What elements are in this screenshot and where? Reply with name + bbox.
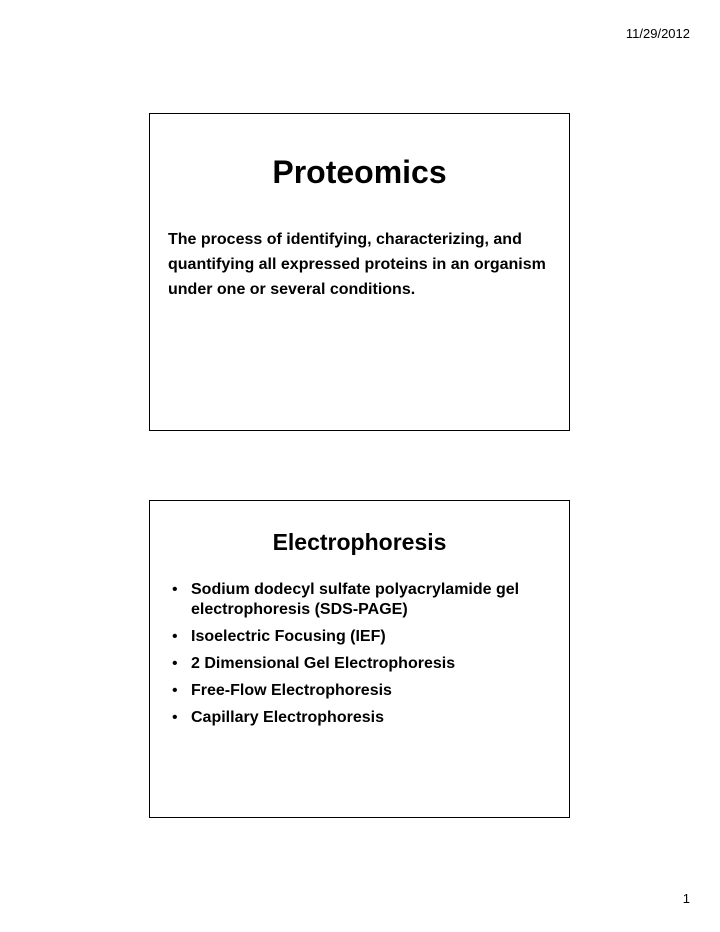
bullet-text: Capillary Electrophoresis — [191, 709, 384, 726]
bullet-text: Isoelectric Focusing (IEF) — [191, 628, 386, 645]
bullet-item — [172, 627, 559, 647]
bullet-text: Free-Flow Electrophoresis — [191, 682, 392, 699]
slide-title: Proteomics — [272, 154, 447, 190]
slide-title: Electrophoresis — [272, 529, 447, 555]
bullet-icon: • — [172, 655, 178, 672]
bullet-text: 2 Dimensional Gel Electrophoresis — [191, 655, 456, 672]
bullet-icon: • — [172, 682, 178, 699]
slide-body-text: The process of identifying, characterizing, and quantifying all expressed proteins in an organism under one or several conditions. — [168, 231, 546, 298]
slide-electrophoresis — [149, 500, 570, 818]
bullet-item — [172, 580, 559, 620]
bullet-text: Sodium dodecyl sulfate polyacrylamide gel electrophoresis (SDS-PAGE) — [191, 581, 520, 618]
bullet-icon: • — [172, 581, 178, 598]
bullet-item — [172, 681, 559, 701]
bullet-item — [172, 654, 559, 674]
bullet-icon: • — [172, 709, 178, 726]
bullet-icon: • — [172, 628, 178, 645]
page-number: 1 — [682, 891, 690, 906]
slide-proteomics — [149, 113, 570, 431]
page-date: 11/29/2012 — [625, 26, 690, 41]
bullet-list — [172, 580, 559, 735]
bullet-item — [172, 708, 559, 728]
